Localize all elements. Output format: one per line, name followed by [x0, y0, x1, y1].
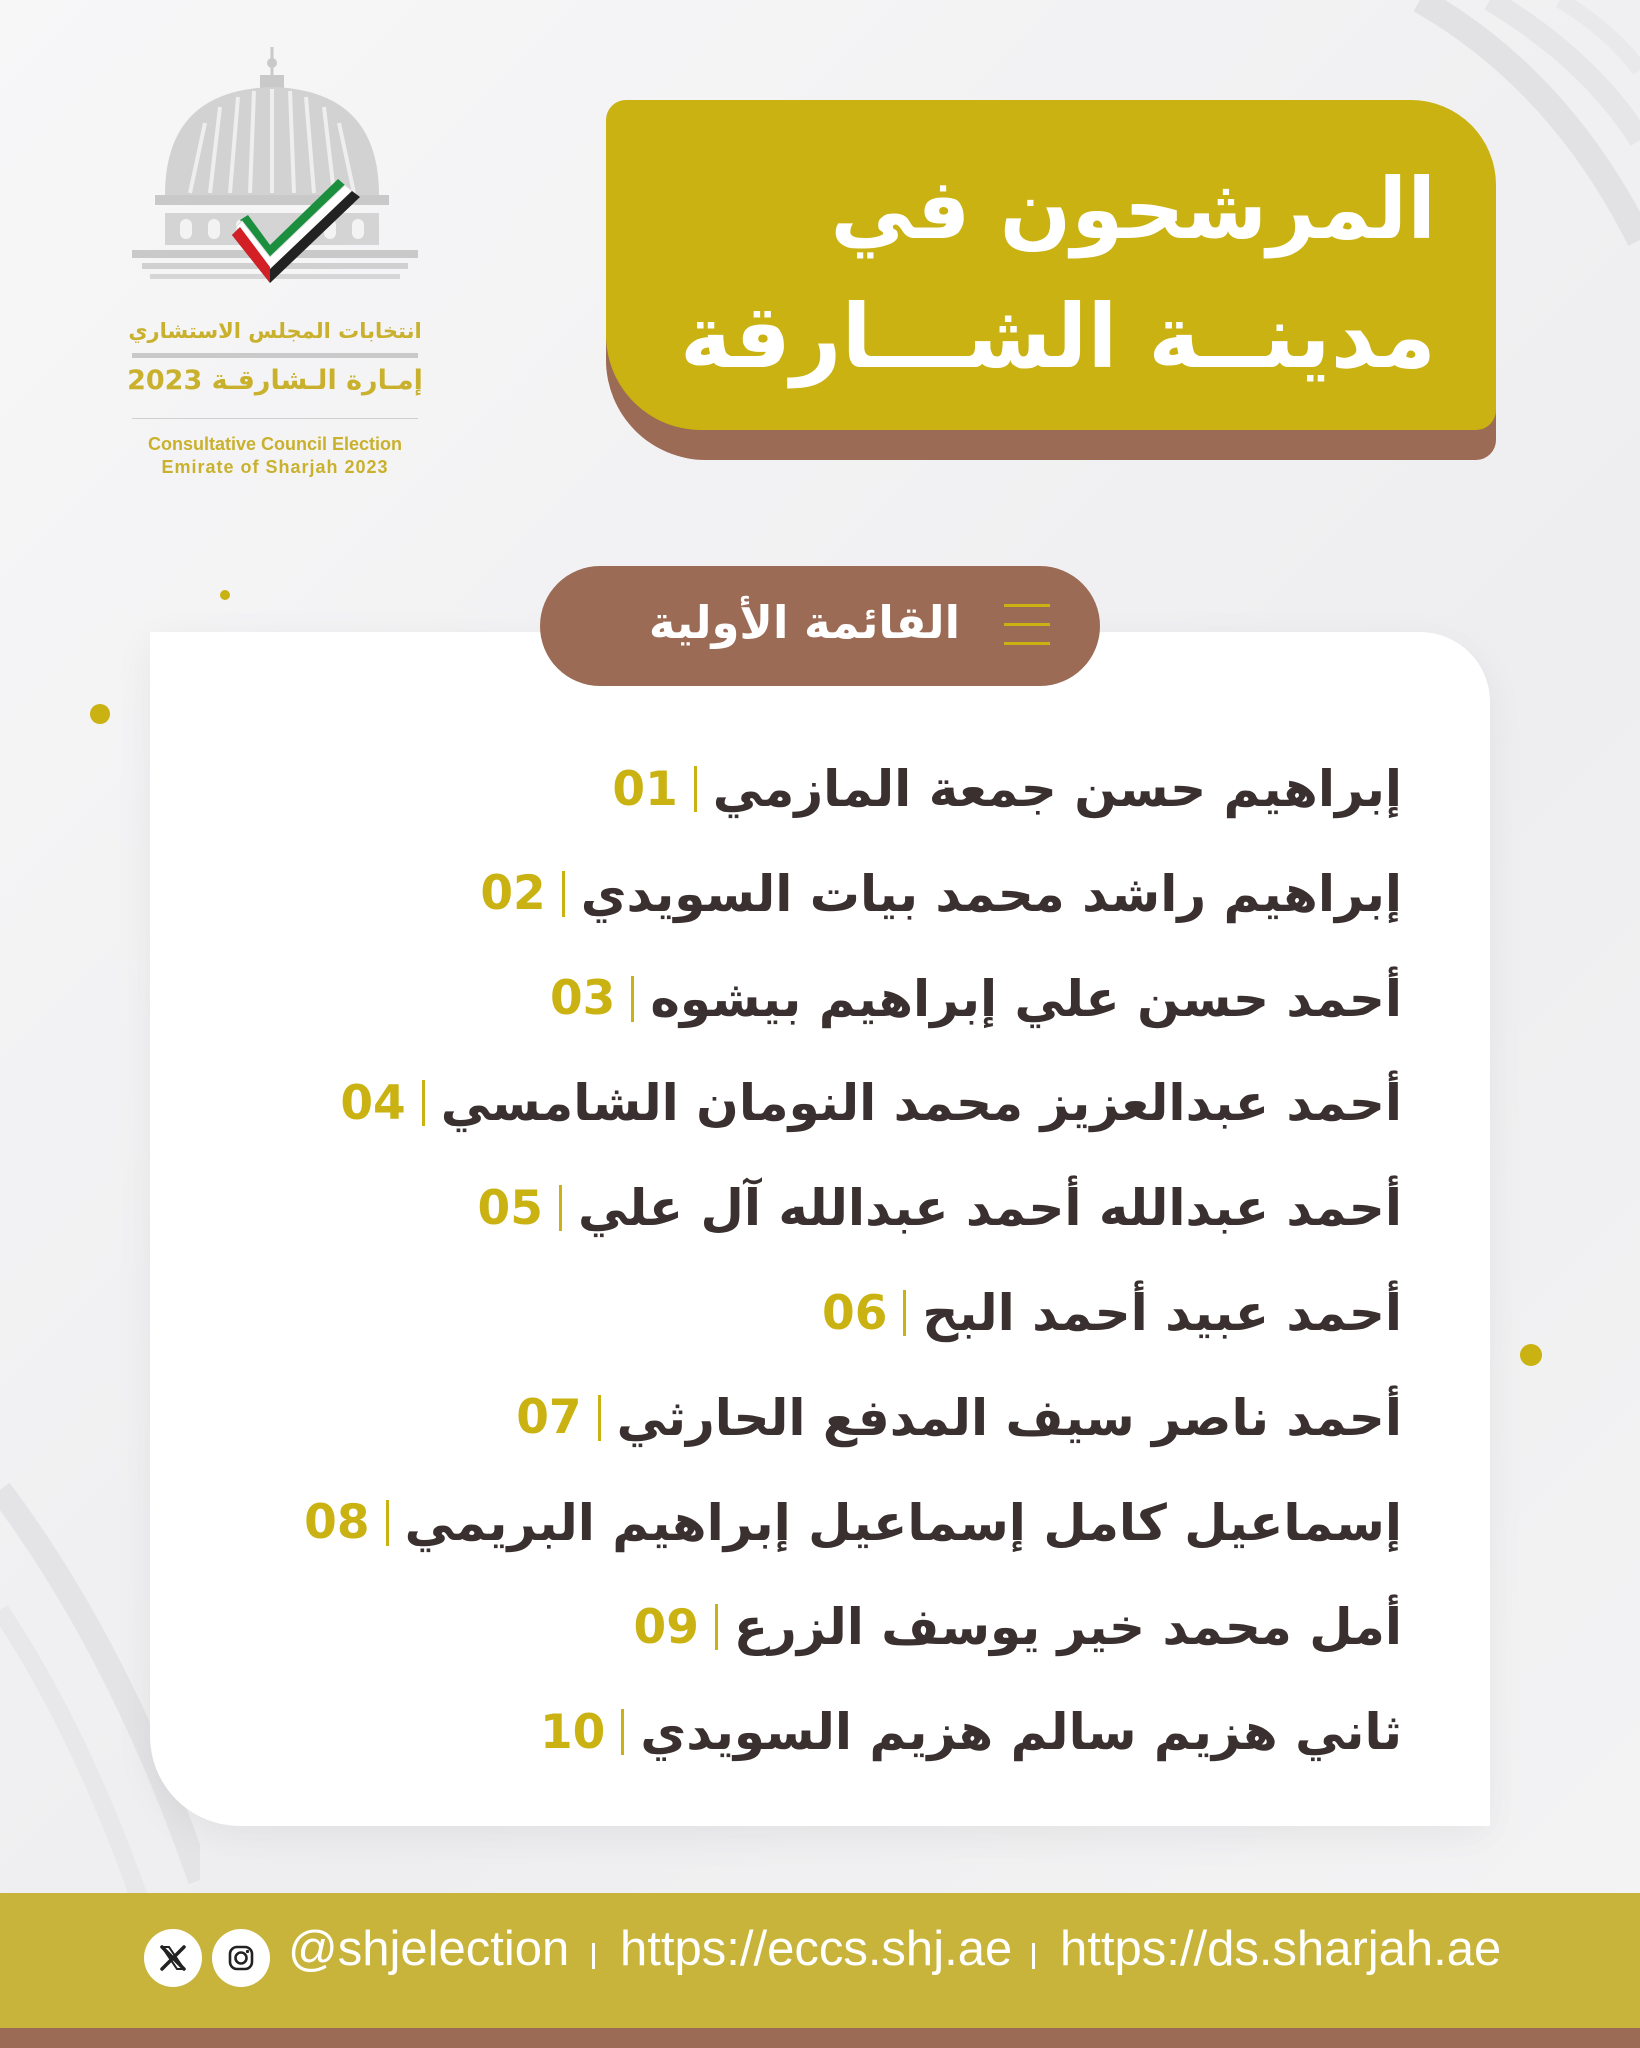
row-separator: [598, 1395, 601, 1441]
logo-divider: [132, 353, 418, 358]
candidate-number: 01: [612, 761, 678, 817]
row-separator: [386, 1500, 389, 1546]
candidate-row: [478, 1163, 1402, 1253]
candidate-number: 08: [304, 1495, 370, 1551]
candidate-number: 09: [633, 1599, 699, 1655]
footer-link-eccs[interactable]: https://eccs.shj.ae: [620, 1922, 1013, 1976]
candidate-name: أحمد عبدالله أحمد عبدالله آل علي: [577, 1179, 1402, 1238]
list-heading: القائمة الأولية: [648, 596, 960, 649]
x-icon[interactable]: [144, 1929, 202, 1987]
row-separator: [621, 1709, 624, 1755]
candidate-name: أحمد عبيد أحمد البح: [922, 1284, 1402, 1342]
footer-bottom-strip: [0, 2028, 1640, 2048]
candidate-row: [304, 1478, 1402, 1568]
candidate-number: 06: [822, 1285, 888, 1341]
candidate-row: [516, 1373, 1402, 1463]
candidate-number: 07: [516, 1390, 582, 1446]
decor-dot: [90, 704, 110, 724]
candidate-row: [634, 1582, 1403, 1672]
candidate-name: ثاني هزيم سالم هزيم السويدي: [640, 1703, 1402, 1762]
candidate-row: [550, 954, 1402, 1044]
row-separator: [715, 1604, 718, 1650]
candidate-row: [822, 1268, 1402, 1358]
row-separator: [694, 766, 697, 812]
title-line-1: المرشحون في: [830, 160, 1436, 258]
row-separator: [559, 1185, 562, 1231]
candidate-row: [540, 1687, 1402, 1777]
candidate-name: إبراهيم حسن جمعة المازمي: [712, 760, 1402, 818]
row-separator: [631, 976, 634, 1022]
candidate-row: [480, 849, 1402, 939]
candidate-row: [340, 1058, 1402, 1148]
menu-lines-icon: [1004, 604, 1050, 648]
candidate-number: 04: [340, 1075, 406, 1131]
candidate-number: 05: [477, 1180, 543, 1236]
candidate-name: أحمد عبدالعزيز محمد النومان الشامسي: [440, 1074, 1402, 1133]
candidate-name: إسماعيل كامل إسماعيل إبراهيم البريمي: [404, 1493, 1402, 1552]
logo-arabic-subtitle: إمـارة الـشارقـة 2023: [127, 365, 423, 396]
footer-separator: [1032, 1943, 1035, 1969]
footer-separator: [592, 1943, 595, 1969]
candidate-number: 03: [549, 971, 616, 1027]
footer-link-ds[interactable]: https://ds.sharjah.ae: [1060, 1922, 1502, 1976]
candidate-name: أحمد ناصر سيف المدفع الحارثي: [616, 1388, 1402, 1447]
candidate-name: أمل محمد خير يوسف الزرع: [733, 1598, 1402, 1657]
logo-english-subtitle: Emirate of Sharjah 2023: [161, 457, 389, 477]
candidate-name: إبراهيم راشد محمد بيات السويدي: [580, 864, 1402, 923]
election-logo: [120, 45, 430, 477]
dome-emblem-icon: [120, 45, 430, 315]
candidate-name: أحمد حسن علي إبراهيم بيشوه: [650, 969, 1402, 1028]
title-line-2: مدينــة الشـــارقة: [679, 285, 1436, 388]
row-separator: [903, 1290, 906, 1336]
row-separator: [562, 871, 565, 917]
decor-dot: [1520, 1344, 1542, 1366]
candidate-number: 10: [539, 1704, 606, 1760]
logo-arabic-title: انتخابات المجلس الاستشاري: [128, 319, 422, 343]
title-banner: [606, 100, 1496, 430]
footer-bar: [0, 1893, 1640, 2028]
candidate-number: 02: [480, 866, 546, 922]
candidate-row: [612, 744, 1402, 834]
logo-thin-divider: [132, 418, 418, 419]
row-separator: [422, 1080, 425, 1126]
list-heading-pill: [540, 566, 1100, 686]
logo-english-title: Consultative Council Election: [147, 434, 403, 454]
decor-dot: [220, 590, 230, 600]
instagram-icon[interactable]: [212, 1929, 270, 1987]
social-handle[interactable]: @shjelection: [288, 1922, 570, 1976]
